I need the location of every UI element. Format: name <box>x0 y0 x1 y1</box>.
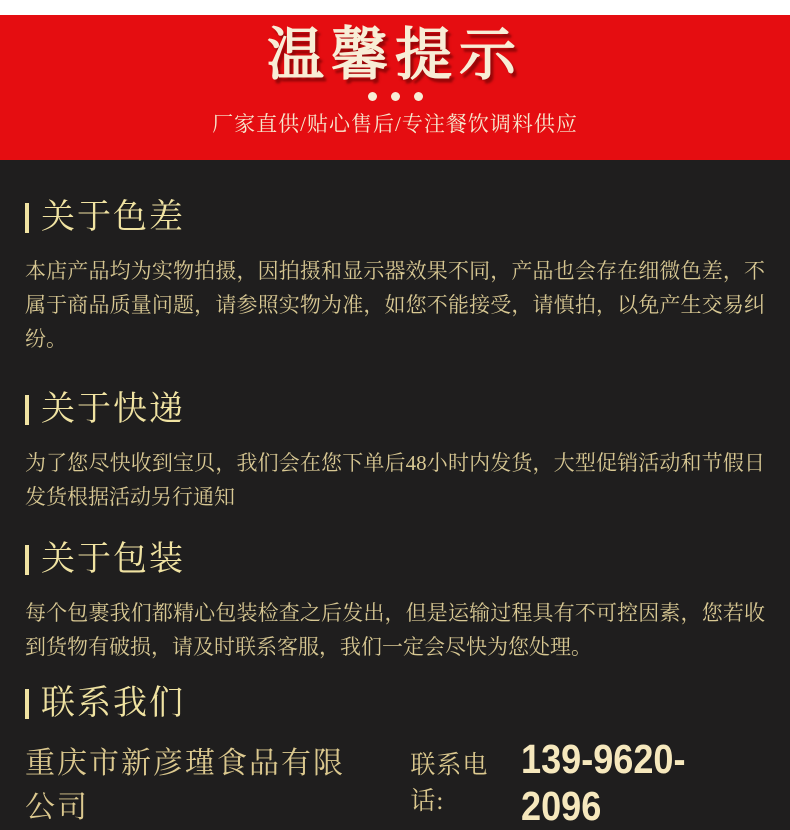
heading-bar-icon <box>25 545 29 575</box>
dot-icon <box>414 92 423 101</box>
top-white-strip <box>0 0 790 15</box>
phone-number: 139-9620-2096 <box>520 736 686 829</box>
notice-content <box>0 160 790 830</box>
section-body: 每个包裹我们都精心包装检查之后发出，但是运输过程具有不可控因素，您若收到货物有破损，请及时联系客服，我们一定会尽快为您处理。 <box>25 601 765 659</box>
section-shipping <box>25 388 765 514</box>
section-heading <box>25 538 765 582</box>
phone-label: 联系电话: <box>410 752 489 815</box>
section-heading-label: 联系我们 <box>41 685 185 722</box>
section-heading-label: 关于快递 <box>41 391 185 428</box>
section-heading-label: 关于色差 <box>41 199 185 236</box>
section-heading-label: 关于包装 <box>41 541 185 578</box>
section-color-difference <box>25 196 765 356</box>
section-body: 为了您尽快收到宝贝，我们会在您下单后48小时内发货，大型促销活动和节假日发货根据活动另行通知 <box>25 451 765 509</box>
header-subtitle: 厂家直供/贴心售后/专注餐饮调料供应 <box>212 111 578 136</box>
section-packaging <box>25 538 765 664</box>
dot-icon <box>391 92 400 101</box>
dot-icon <box>368 92 377 101</box>
section-heading <box>25 196 765 240</box>
section-contact-us <box>25 682 765 830</box>
three-dots-decoration <box>368 92 423 101</box>
page-title: 温馨提示 <box>267 24 523 87</box>
header-banner <box>0 15 790 160</box>
heading-bar-icon <box>25 395 29 425</box>
company-name: 重庆市新彦瑾食品有限公司 <box>25 747 345 824</box>
heading-bar-icon <box>25 689 29 719</box>
contact-row <box>25 736 765 830</box>
section-body: 本店产品均为实物拍摄，因拍摄和显示器效果不同，产品也会存在细微色差，不属于商品质量问题，请参照实物为准，如您不能接受，请慎拍，以免产生交易纠纷。 <box>25 259 765 351</box>
section-heading <box>25 388 765 432</box>
section-heading <box>25 682 765 726</box>
heading-bar-icon <box>25 203 29 233</box>
